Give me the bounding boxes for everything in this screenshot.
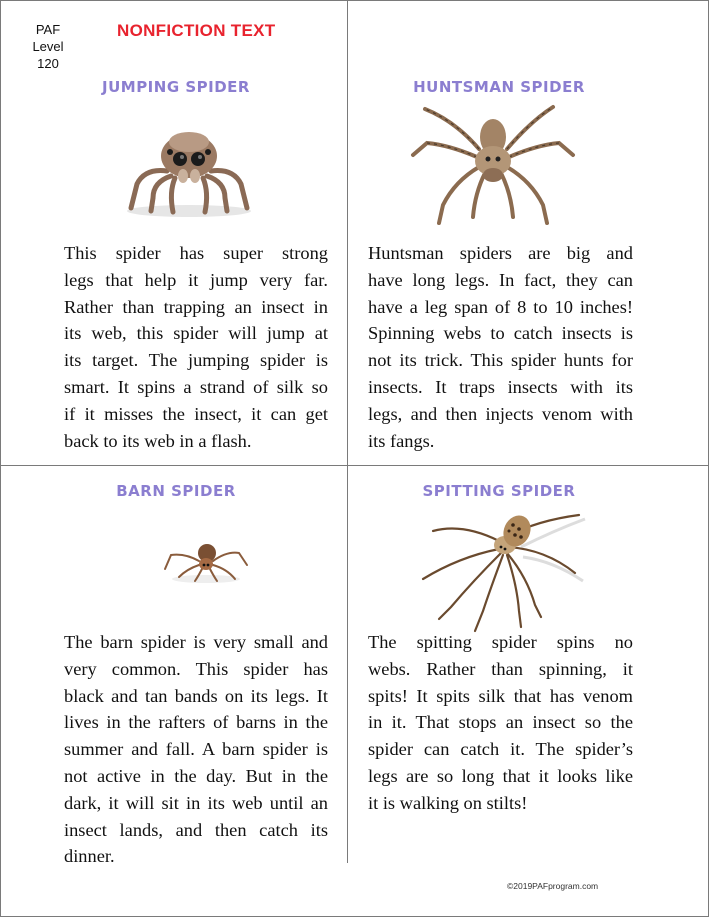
text-line: its target. The jumping spider is [64, 350, 328, 371]
text-line: if it misses the insect, it can get [64, 403, 328, 424]
text-line: dinner. [64, 846, 115, 867]
text-line: Rather than trapping an insect in [64, 296, 328, 317]
text-line: The spitting spider spins no [368, 632, 633, 652]
text-line: black and tan bands on its legs. It [64, 685, 328, 706]
barn-spider-text [64, 629, 328, 870]
horizontal-divider [1, 465, 708, 466]
text-line: very common. This spider has [64, 658, 328, 679]
text-line: webs. Rather than spinning, it [368, 658, 633, 679]
barn-spider-heading: BARN SPIDER [116, 482, 236, 500]
vertical-divider [347, 1, 348, 863]
text-line: The barn spider is very small and [64, 632, 328, 652]
text-line: dark, it will sit in its web until an [64, 792, 328, 813]
text-line: back to its web in a flash. [64, 430, 252, 451]
text-line: in it. That stops an insect so the [368, 712, 633, 733]
text-line: not active in the day. But in the [64, 765, 328, 786]
text-line: its fangs. [368, 430, 435, 451]
text-line: have a leg span of 8 to 10 inches! [368, 296, 633, 317]
huntsman-spider-heading: HUNTSMAN SPIDER [413, 78, 585, 96]
text-line: spider can catch it. The spider’s [368, 739, 633, 760]
text-line: smart. It spins a strand of silk so [64, 376, 328, 397]
document-title: NONFICTION TEXT [117, 21, 276, 40]
program-name: PAF [35, 22, 61, 37]
text-line: have long legs. In fact, they can [368, 269, 633, 290]
text-line: spits! It spits silk that has venom [368, 685, 633, 706]
text-line: legs that help it jump very far. [64, 269, 328, 290]
text-line: legs are so long that it looks like [368, 765, 633, 786]
huntsman-spider-photo [403, 101, 583, 231]
text-line: lives in the rafters of barns in the [64, 712, 328, 733]
text-line: it is walking on stilts! [368, 792, 528, 813]
spitting-spider-text [368, 629, 633, 817]
text-line: legs, and then injects venom with [368, 403, 633, 424]
huntsman-spider-text [368, 240, 633, 454]
text-line: This spider has super strong [64, 243, 328, 263]
program-label [27, 21, 69, 72]
jumping-spider-photo [109, 116, 269, 221]
text-line: insect lands, and then catch its [64, 819, 328, 840]
spitting-spider-photo [403, 501, 588, 636]
barn-spider-photo [161, 539, 251, 585]
jumping-spider-heading: JUMPING SPIDER [102, 78, 250, 96]
program-level: Level 120 [32, 39, 64, 71]
text-line: its web, this spider will jump at [64, 323, 328, 344]
text-line: summer and fall. A barn spider is [64, 739, 328, 760]
text-line: Spinning webs to catch insects is [368, 323, 633, 344]
spitting-spider-heading: SPITTING SPIDER [422, 482, 576, 500]
text-line: not its trick. This spider hunts for [368, 350, 633, 371]
copyright-notice: ©2019PAFprogram.com [507, 881, 599, 891]
text-line: Huntsman spiders are big and [368, 243, 633, 263]
text-line: insects. It traps insects with its [368, 376, 633, 397]
jumping-spider-text [64, 240, 328, 454]
